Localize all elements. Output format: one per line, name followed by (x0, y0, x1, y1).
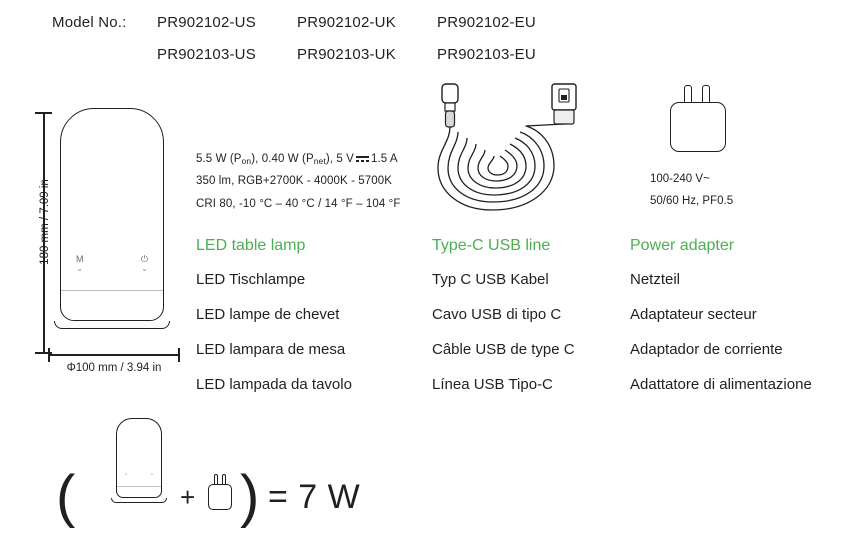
column-title: Power adapter (630, 237, 735, 254)
usb-a-connector-icon (552, 84, 576, 124)
spec-power-pre: 5.5 W (P (196, 153, 242, 165)
electrical-specs (196, 148, 428, 215)
dimension-cap-right (178, 348, 180, 362)
lamp-diameter-dimension (48, 348, 180, 378)
mini-lamp-seam (117, 486, 161, 487)
mode-button-icon (76, 254, 84, 274)
column-led-table-lamp (196, 236, 426, 411)
column-name-de: Typ C USB Kabel (432, 271, 549, 289)
spec-power-sub-net: net (313, 156, 326, 166)
power-button-icon (141, 254, 148, 274)
chevron-down-icon: ⌄ (141, 264, 148, 274)
lamp-height-text: 180 mm / 7.09 in (39, 179, 51, 265)
mini-adapter-body (208, 484, 232, 510)
column-name-de: LED Tischlampe (196, 271, 306, 289)
mode-button-label: M (76, 254, 84, 264)
type-c-connector-icon (442, 84, 458, 127)
spec-line-lumens: 350 lm, RGB+2700K - 4000K - 5700K (196, 175, 393, 188)
spec-power-current: 1.5 A (370, 153, 398, 165)
equation-result: = 7 W (268, 478, 361, 516)
spec-power-sub-on: on (241, 156, 252, 166)
equation-plus-sign: + (180, 482, 196, 512)
column-name-es: Línea USB Tipo-C (432, 376, 553, 394)
adapter-body-shape (670, 102, 726, 152)
column-name-de: Netzteil (630, 271, 681, 289)
lamp-base-shape (54, 321, 170, 329)
model-number-cell: PR902103-EU (437, 46, 536, 63)
cable-coil (438, 124, 564, 210)
model-number-row (157, 46, 677, 63)
dimension-line (48, 354, 180, 356)
mini-power-dot: ▫ (150, 472, 153, 478)
chevron-down-icon: ⌄ (76, 264, 84, 274)
total-power-equation (40, 412, 370, 532)
dimension-cap-left (48, 348, 50, 362)
column-name-es: Adaptador de corriente (630, 341, 783, 359)
power-adapter-illustration (662, 80, 742, 170)
column-name-it: Adattatore di alimentazione (630, 376, 812, 394)
adapter-voltage-text: 100-240 V~ (650, 173, 710, 185)
column-title: LED table lamp (196, 237, 306, 254)
column-title: Type-C USB line (432, 237, 551, 254)
column-power-adapter (630, 236, 850, 411)
usb-cable-drawing (430, 80, 610, 230)
model-number-cell: PR902102-US (157, 14, 256, 31)
equation-adapter-icon (204, 472, 240, 514)
adapter-electrical-specs (650, 168, 850, 213)
power-button-label: ⏻ (140, 254, 148, 264)
adapter-frequency-text: 50/60 Hz, PF0.5 (650, 195, 734, 208)
column-name-fr: LED lampe de chevet (196, 306, 340, 324)
dc-current-icon (356, 154, 369, 163)
lamp-illustration (48, 108, 178, 358)
column-usb-cable (432, 236, 622, 411)
model-number-cell: PR902103-UK (297, 46, 396, 63)
spec-line-power (196, 148, 428, 170)
lamp-diameter-text: Φ100 mm / 3.94 in (66, 362, 162, 374)
model-number-row (157, 14, 677, 31)
mini-lamp-base (111, 498, 167, 503)
spec-line-cri: CRI 80, -10 °C – 40 °C / 14 °F – 104 °F (196, 197, 401, 210)
spec-power-post: ), 5 V (325, 153, 354, 165)
column-name-es: LED lampara de mesa (196, 341, 346, 359)
lamp-seam-line (61, 290, 163, 291)
spec-power-mid: ), 0.40 W (P (251, 153, 314, 165)
equation-open-paren: ( (56, 464, 76, 529)
equation-close-paren: ) (240, 464, 260, 529)
model-number-cell: PR902102-EU (437, 14, 536, 31)
model-number-cell: PR902103-US (157, 46, 256, 63)
mini-lamp-buttons (125, 472, 153, 478)
equation-lamp-icon (110, 418, 168, 510)
column-name-it: LED lampada da tavolo (196, 376, 352, 394)
column-name-it: Cavo USB di tipo C (432, 306, 562, 324)
model-number-cell: PR902102-UK (297, 14, 396, 31)
lamp-control-buttons (76, 254, 148, 274)
mini-mode-dot: ▫ (125, 472, 128, 478)
usb-cable-illustration (430, 80, 610, 230)
model-number-label: Model No.: (52, 14, 127, 31)
column-name-fr: Adaptateur secteur (630, 306, 757, 324)
column-name-fr: Câble USB de type C (432, 341, 575, 359)
